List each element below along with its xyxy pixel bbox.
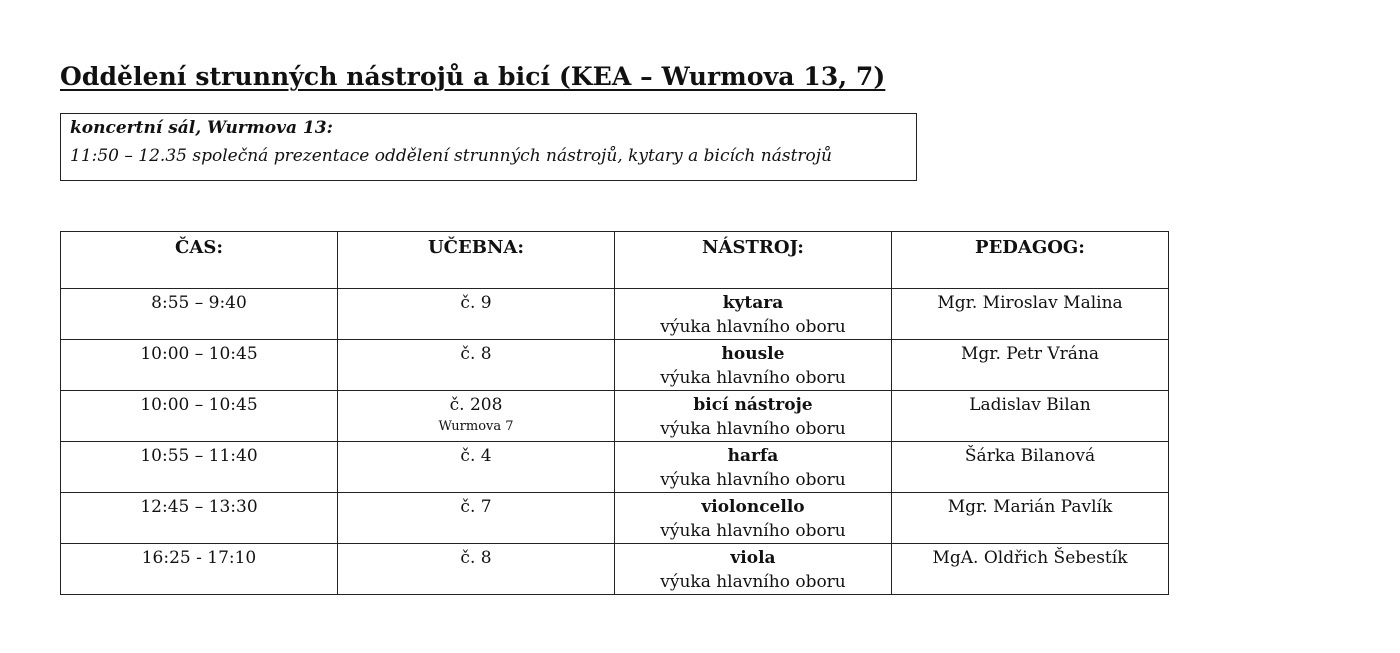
- instrument-name: bicí nástroje: [693, 395, 813, 415]
- table-row: [61, 442, 1169, 493]
- concert-hall-info-box: [60, 113, 917, 181]
- instrument-name: viola: [730, 548, 776, 568]
- instrument-cell: [615, 340, 892, 391]
- teacher-cell: MgA. Oldřich Šebestík: [892, 544, 1169, 595]
- time-cell: 10:00 – 10:45: [61, 391, 338, 442]
- header-room: UČEBNA:: [338, 232, 615, 289]
- time-cell: 12:45 – 13:30: [61, 493, 338, 544]
- instrument-name: kytara: [722, 293, 784, 313]
- room-cell: [338, 289, 615, 340]
- time-cell: 10:00 – 10:45: [61, 340, 338, 391]
- schedule-table: [60, 231, 1169, 595]
- instrument-cell: [615, 391, 892, 442]
- lesson-type: výuka hlavního oboru: [660, 317, 846, 337]
- instrument-name: harfa: [727, 446, 779, 466]
- time-cell: 16:25 - 17:10: [61, 544, 338, 595]
- concert-hall-venue: koncertní sál, Wurmova 13:: [70, 118, 333, 138]
- lesson-type: výuka hlavního oboru: [660, 521, 846, 541]
- room-cell: [338, 442, 615, 493]
- header-row: [61, 232, 1169, 289]
- teacher-cell: Ladislav Bilan: [892, 391, 1169, 442]
- room-number: č. 4: [460, 446, 492, 466]
- table-row: [61, 493, 1169, 544]
- table-row: [61, 289, 1169, 340]
- room-cell: [338, 493, 615, 544]
- room-cell: [338, 544, 615, 595]
- page-title: Oddělení strunných nástrojů a bicí (KEA – Wurmova 13, 7): [60, 62, 886, 91]
- header-teacher: PEDAGOG:: [892, 232, 1169, 289]
- lesson-type: výuka hlavního oboru: [660, 368, 846, 388]
- instrument-cell: [615, 289, 892, 340]
- lesson-type: výuka hlavního oboru: [660, 572, 846, 592]
- room-cell: [338, 391, 615, 442]
- table-row: [61, 391, 1169, 442]
- instrument-name: housle: [721, 344, 785, 364]
- time-cell: 10:55 – 11:40: [61, 442, 338, 493]
- room-cell: [338, 340, 615, 391]
- teacher-cell: Mgr. Petr Vrána: [892, 340, 1169, 391]
- room-number: č. 8: [460, 548, 492, 568]
- teacher-cell: Mgr. Miroslav Malina: [892, 289, 1169, 340]
- joint-presentation-note: 11:50 – 12.35 společná prezentace oddělení strunných nástrojů, kytary a bicích nástrojů: [70, 146, 833, 166]
- teacher-cell: Mgr. Marián Pavlík: [892, 493, 1169, 544]
- room-number: č. 9: [460, 293, 492, 313]
- header-time: ČAS:: [61, 232, 338, 289]
- instrument-name: violoncello: [701, 497, 805, 517]
- room-number: č. 7: [460, 497, 492, 517]
- header-instrument: NÁSTROJ:: [615, 232, 892, 289]
- room-number: č. 8: [460, 344, 492, 364]
- time-cell: 8:55 – 9:40: [61, 289, 338, 340]
- table-row: [61, 340, 1169, 391]
- instrument-cell: [615, 544, 892, 595]
- lesson-type: výuka hlavního oboru: [660, 419, 846, 439]
- teacher-cell: Šárka Bilanová: [892, 442, 1169, 493]
- room-building-note: Wurmova 7: [438, 419, 514, 434]
- room-number: č. 208: [449, 395, 503, 415]
- lesson-type: výuka hlavního oboru: [660, 470, 846, 490]
- instrument-cell: [615, 442, 892, 493]
- table-row: [61, 544, 1169, 595]
- instrument-cell: [615, 493, 892, 544]
